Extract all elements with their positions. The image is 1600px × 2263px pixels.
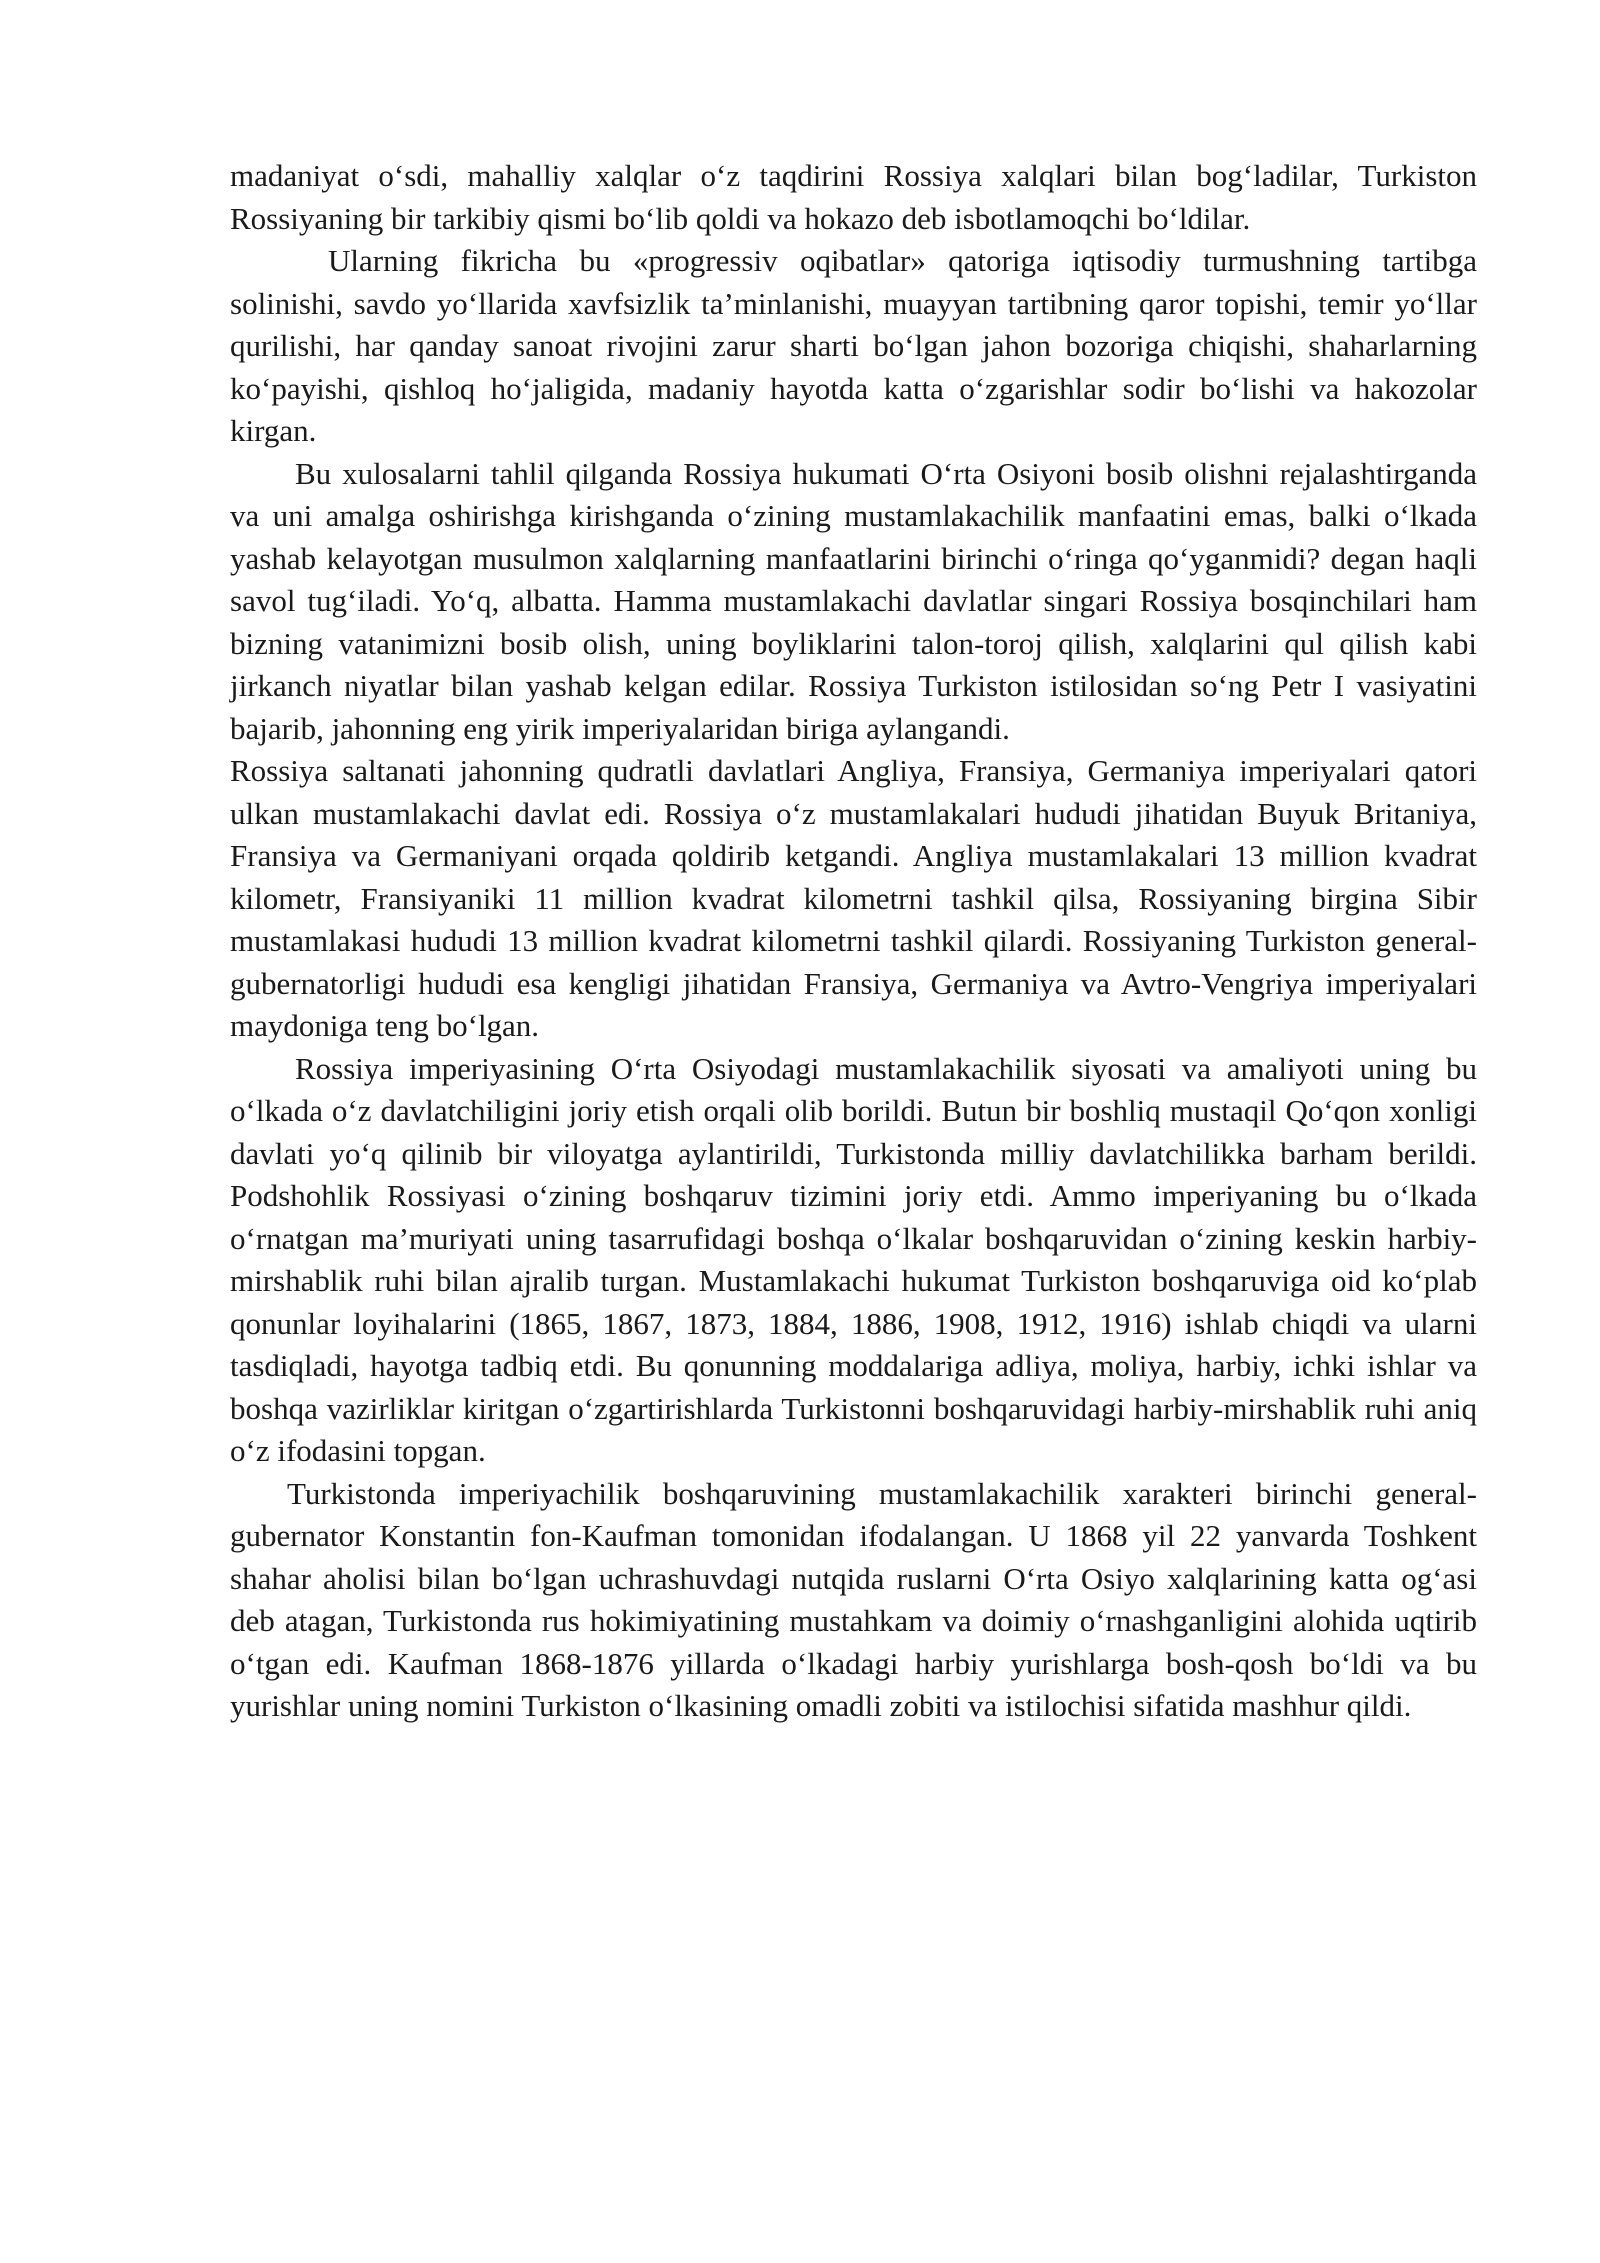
paragraph-russian-empire-colonies: Rossiya saltanati jahonning qudratli davlatlari Angliya, Fransiya, Germaniya imperiyalari qatori ulkan mustamlakachi davlat edi. Rossiya o‘z mustamlakalari hududi jihatidan Buyuk Britaniya, Fransiya va Germaniyani orqada qoldirib ketgandi. Angliya mustamlakalari 13 million kvadrat kilometr, Fransiyaniki 11 million kvadrat kilometrni tashkil qilsa, Rossiyaning birgina Sibir mustamlakasi hududi 13 million kvadrat kilometrni tashkil qilardi. Rossiyaning Turkiston general-gubernatorligi hududi esa kengligi jihatidan Fransiya, Germaniya va Avtro-Vengriya imperiyalari maydoniga teng bo‘lgan. <box>230 753 1477 1043</box>
paragraph-continuation: madaniyat o‘sdi, mahalliy xalqlar o‘z taqdirini Rossiya xalqlari bilan bog‘ladilar, Turkiston Rossiyaning bir tarkibiy qismi bo‘lib qoldi va hokazo deb isbotlamoqchi bo‘ldilar. <box>230 158 1477 236</box>
paragraph-kaufman: Turkistonda imperiyachilik boshqaruvining mustamlakachilik xarakteri birinchi general-gubernator Konstantin fon-Kaufman tomonidan ifodalangan. U 1868 yil 22 yanvarda Toshkent shahar aholisi bilan bo‘lgan uchrashuvdagi nutqida ruslarni O‘rta Osiyo xalqlarining katta og‘asi deb atagan, Turkistonda rus hokimiyatining mustahkam va doimiy o‘rnashganligini alohida uqtirib o‘tgan edi. Kaufman 1868-1876 yillarda o‘lkadagi harbiy yurishlarga bosh-qosh bo‘ldi va bu yurishlar uning nomini Turkiston o‘lkasining omadli zobiti va istilochisi sifatida mashhur qildi. <box>230 1475 1477 1723</box>
paragraph-progressive-consequences: Ularning fikricha bu «progressiv oqibatlar» qatoriga iqtisodiy turmushning tartibga solinishi, savdo yo‘llarida xavfsizlik ta’minlanishi, muayyan tartibning qaror topishi, temir yo‘llar qurilishi, har qanday sanoat rivojini zarur sharti bo‘lgan jahon bozoriga chiqishi, shaharlarning ko‘payishi, qishloq ho‘jaligida, madaniy hayotda katta o‘zgarishlar sodir bo‘lishi va hakozolar kirgan. <box>230 243 1477 448</box>
document-page <box>230 155 1477 1728</box>
paragraph-conclusions-analysis: Bu xulosalarni tahlil qilganda Rossiya hukumati O‘rta Osiyoni bosib olishni rejalashtirganda va uni amalga oshirishga kirishganda o‘zining mustamlakachilik manfaatini emas, balki o‘lkada yashab kelayotgan musulmon xalqlarning manfaatlarini birinchi o‘ringa qo‘yganmidi? degan haqli savol tug‘iladi. Yo‘q, albatta. Hamma mustamlakachi davlatlar singari Rossiya bosqinchilari ham bizning vatanimizni bosib olish, uning boyliklarini talon-toroj qilish, xalqlarini qul qilish kabi jirkanch niyatlar bilan yashab kelgan edilar. Rossiya Turkiston istilosidan so‘ng Petr I vasiyatini bajarib, jahonning eng yirik imperiyalaridan biriga aylangandi. <box>230 455 1477 746</box>
paragraph-colonial-policy: Rossiya imperiyasining O‘rta Osiyodagi mustamlakachilik siyosati va amaliyoti uning bu o‘lkada o‘z davlatchiligini joriy etish orqali olib borildi. Butun bir boshliq mustaqil Qo‘qon xonligi davlati yo‘q qilinib bir viloyatga aylantirildi, Turkistonda milliy davlatchilikka barham berildi. Podshohlik Rossiyasi o‘zining boshqaruv tizimini joriy etdi. Ammo imperiyaning bu o‘lkada o‘rnatgan ma’muriyati uning tasarrufidagi boshqa o‘lkalar boshqaruvidan o‘zining keskin harbiy-mirshablik ruhi bilan ajralib turgan. Mustamlakachi hukumat Turkiston boshqaruviga oid ko‘plab qonunlar loyihalarini (1865, 1867, 1873, 1884, 1886, 1908, 1912, 1916) ishlab chiqdi va ularni tasdiqladi, hayotga tadbiq etdi. Bu qonunning moddalariga adliya, moliya, harbiy, ichki ishlar va boshqa vazirliklar kiritgan o‘zgartirishlarda Turkistonni boshqaruvidagi harbiy-mirshablik ruhi aniq o‘z ifodasini topgan. <box>230 1050 1477 1468</box>
